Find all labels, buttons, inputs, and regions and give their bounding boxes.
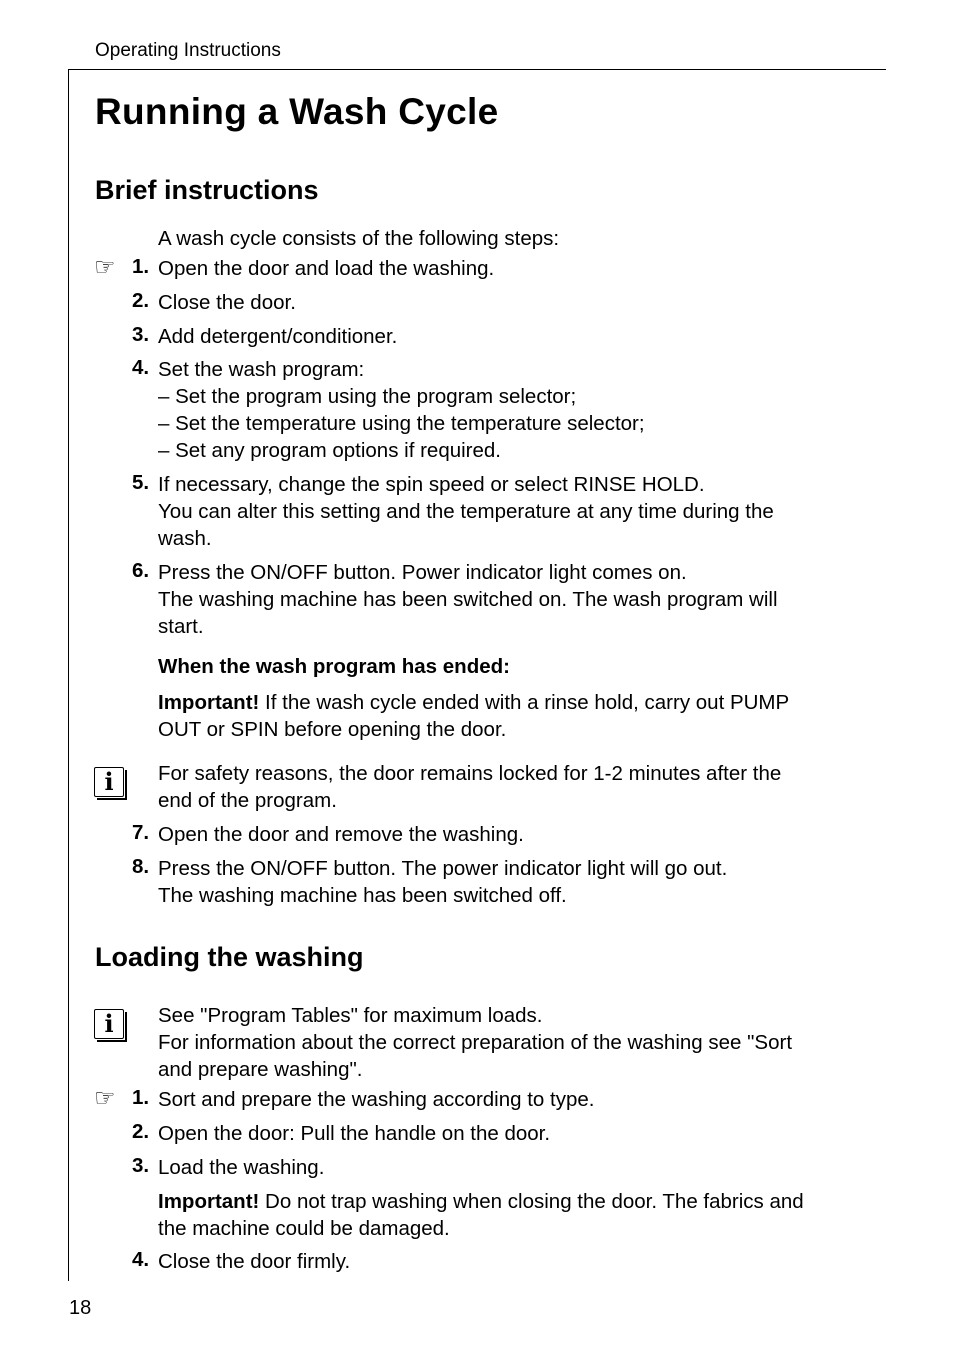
- important-label: Important!: [158, 1190, 260, 1213]
- step-number: 7.: [132, 821, 150, 844]
- step-continuation: wash.: [158, 527, 212, 550]
- running-header: Operating Instructions: [95, 40, 281, 61]
- header-rule: [68, 69, 886, 70]
- step-number: 5.: [132, 471, 150, 494]
- step-text: Open the door and load the washing.: [158, 257, 495, 280]
- step-subitem: – Set the temperature using the temperature selector;: [158, 412, 645, 435]
- page-title: Running a Wash Cycle: [95, 91, 499, 132]
- info-text: For information about the correct preparation of the washing see "Sort: [158, 1031, 793, 1054]
- step-number: 6.: [132, 559, 150, 582]
- brief-intro: A wash cycle consists of the following steps:: [158, 227, 560, 250]
- page-number: 18: [69, 1297, 92, 1319]
- step-continuation: You can alter this setting and the temperature at any time during the: [158, 500, 774, 523]
- step-number: 2.: [132, 289, 150, 312]
- important-note: [158, 689, 789, 716]
- step-text: Set the wash program:: [158, 358, 365, 381]
- step-text: Open the door: Pull the handle on the door.: [158, 1122, 551, 1145]
- info-icon: i: [94, 1009, 124, 1039]
- step-text: Press the ON/OFF button. The power indicator light will go out.: [158, 857, 728, 880]
- important-text: the machine could be damaged.: [158, 1217, 450, 1240]
- step-number: 4.: [132, 1248, 150, 1271]
- step-text: If necessary, change the spin speed or select RINSE HOLD.: [158, 473, 705, 496]
- important-label: Important!: [158, 691, 260, 714]
- important-text: If the wash cycle ended with a rinse hold, carry out PUMP: [259, 691, 790, 714]
- pointing-hand-icon: ☞: [94, 1085, 116, 1112]
- step-text: Sort and prepare the washing according to type.: [158, 1088, 595, 1111]
- step-text: Load the washing.: [158, 1156, 325, 1179]
- section-heading-loading: Loading the washing: [95, 942, 364, 972]
- step-subitem: – Set any program options if required.: [158, 439, 501, 462]
- important-note: [158, 1188, 804, 1215]
- step-number: 3.: [132, 1154, 150, 1177]
- step-subitem: – Set the program using the program selector;: [158, 385, 577, 408]
- margin-rule: [68, 69, 69, 1281]
- info-text: For safety reasons, the door remains locked for 1-2 minutes after the: [158, 762, 782, 785]
- step-text: Open the door and remove the washing.: [158, 823, 524, 846]
- step-continuation: start.: [158, 615, 204, 638]
- step-text: Press the ON/OFF button. Power indicator light comes on.: [158, 561, 687, 584]
- step-number: 8.: [132, 855, 150, 878]
- ended-subheading: When the wash program has ended:: [158, 655, 510, 678]
- step-number: 4.: [132, 356, 150, 379]
- step-text: Add detergent/conditioner.: [158, 325, 398, 348]
- info-icon: i: [94, 767, 124, 797]
- step-text: Close the door.: [158, 291, 296, 314]
- info-text: end of the program.: [158, 789, 337, 812]
- section-heading-brief: Brief instructions: [95, 175, 319, 205]
- step-text: Close the door firmly.: [158, 1250, 351, 1273]
- step-continuation: The washing machine has been switched on. The wash program will: [158, 588, 778, 611]
- pointing-hand-icon: ☞: [94, 254, 116, 281]
- step-continuation: The washing machine has been switched off.: [158, 884, 567, 907]
- step-number: 3.: [132, 323, 150, 346]
- important-text: OUT or SPIN before opening the door.: [158, 718, 507, 741]
- step-number: 1.: [132, 1086, 150, 1109]
- info-text: and prepare washing".: [158, 1058, 363, 1081]
- info-text: See "Program Tables" for maximum loads.: [158, 1004, 543, 1027]
- step-number: 2.: [132, 1120, 150, 1143]
- step-number: 1.: [132, 255, 150, 278]
- important-text: Do not trap washing when closing the door. The fabrics and: [259, 1190, 804, 1213]
